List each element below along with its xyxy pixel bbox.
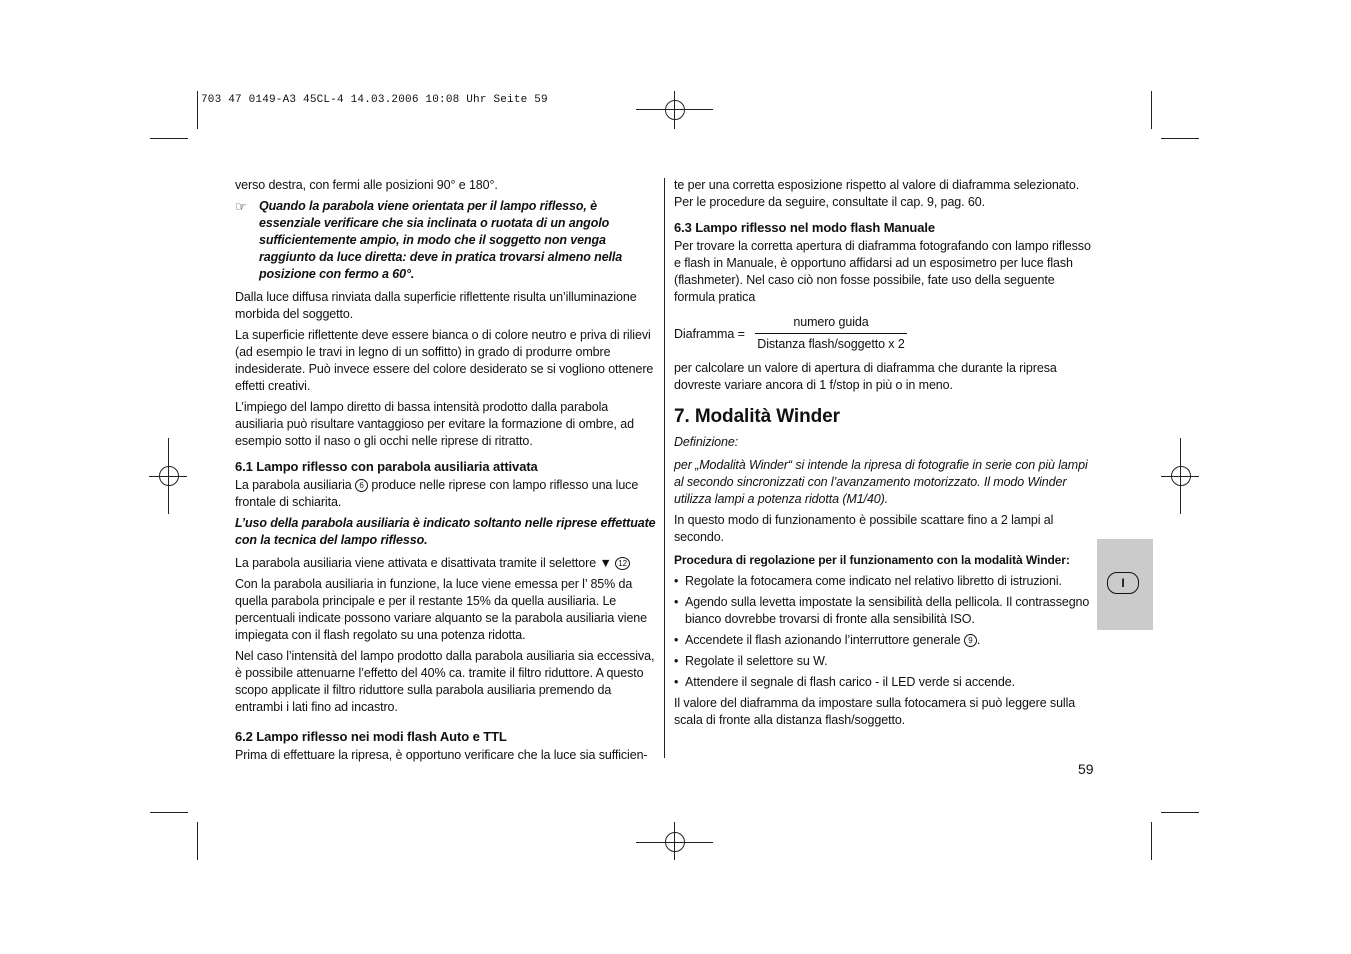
procedure-title: Procedura di regolazione per il funzionamento con la modalità Winder: (674, 553, 1070, 567)
crop-mark (1151, 91, 1152, 129)
right-column (674, 177, 1097, 733)
crop-mark (1151, 822, 1152, 860)
paragraph: Il valore del diaframma da impostare sulla fotocamera si può leggere sulla scala di fronte alla distanza flash/soggetto. (674, 696, 1076, 727)
definition-text: per „Modalità Winder“ si intende la ripresa di fotografie in serie con più lampi al secondo sincronizzati con l’avanzamento motorizzato. Il modo Winder utilizza lampi a potenza ridotta (M1/40). (674, 458, 1088, 506)
pointing-hand-icon: ☞ (235, 199, 247, 214)
crop-mark (150, 138, 188, 139)
paragraph: Nel caso l’intensità del lampo prodotto dalla parabola ausiliaria sia eccessiva, è possibile attenuarne l’effetto del 40% ca. tramite il filtro riduttore. A questo scopo applicate il filtro riduttore sulla parabola ausiliaria premendo da entrambi i lati fino ad incastro. (235, 649, 655, 714)
formula-denominator: Distanza flash/soggetto x 2 (757, 337, 905, 351)
column-divider (664, 178, 665, 758)
crop-mark (150, 812, 188, 813)
note-block (235, 198, 656, 283)
page-number: 59 (1078, 761, 1094, 777)
list-item: • Attendere il segnale di flash carico - il LED verde si accende. (674, 674, 1097, 691)
list-item: • Accendete il flash azionando l’interruttore generale 9 . (674, 632, 1097, 649)
aperture-formula (674, 314, 1097, 354)
paragraph: La superficie riflettente deve essere bianca o di colore neutro e priva di rilievi (ad esempio le travi in legno di un soffitto) in grado di produrre ombre indesiderate. Può invece essere del colore desiderato se si vogliono ottenere effetti creativi. (235, 328, 654, 393)
crop-mark (1161, 812, 1199, 813)
formula-label: Diaframma = (674, 327, 745, 341)
definition-label: Definizione: (674, 435, 739, 449)
left-column (235, 177, 656, 768)
reference-number: 6 (355, 479, 368, 492)
note-text: L’uso della parabola ausiliaria è indicato soltanto nelle riprese effettuate con la tecnica del lampo riflesso. (235, 516, 656, 547)
list-item: • Regolate la fotocamera come indicato nel relativo libretto di istruzioni. (674, 573, 1097, 590)
fraction-bar (755, 333, 907, 334)
list-item: • Regolate il selettore su W. (674, 653, 1097, 670)
section-heading-6-2: 6.2 Lampo riflesso nei modi flash Auto e TTL (235, 729, 507, 744)
subflash-selector-icon: ▼ (599, 556, 612, 570)
crop-mark (197, 91, 198, 129)
list-item: • Agendo sulla levetta impostate la sensibilità della pellicola. Il contrassegno bianco dovrebbe trovarsi di fronte alla sensibilità ISO. (674, 594, 1097, 628)
paragraph: La parabola ausiliaria viene attivata e disattivata tramite il selettore ▼ 12 (235, 555, 656, 572)
note-text: Quando la parabola viene orientata per il lampo riflesso, è essenziale verificare che sia inclinata o ruotata di un angolo sufficientemente ampio, in modo che il soggetto non venga raggiunto da luce diretta: deve in pratica trovarsi almeno nella posizione con fermo a 60°. (259, 199, 623, 281)
section-heading-7: 7. Modalità Winder (674, 406, 840, 427)
language-tab (1097, 539, 1153, 630)
paragraph: Per trovare la corretta apertura di diaframma fotografando con lampo riflesso e flash in Manuale, è opportuno affidarsi ad un esposimetro per luce flash (flashmeter). Nel caso ciò non fosse possibile, fate uso della seguente formula pratica (674, 239, 1091, 304)
print-slug: 703 47 0149-A3 45CL-4 14.03.2006 10:08 Uhr Seite 59 (201, 94, 548, 106)
paragraph: L’impiego del lampo diretto di bassa intensità prodotto dalla parabola ausiliaria può risultare vantaggioso per evitare la formazione di ombre, ad esempio sotto il naso o gli occhi nelle riprese di ritratto. (235, 400, 634, 448)
formula-numerator: numero guida (793, 315, 869, 329)
procedure-list (674, 573, 1097, 691)
reference-number: 9 (964, 634, 977, 647)
paragraph: Prima di effettuare la ripresa, è opportuno verificare che la luce sia sufficien- (235, 748, 648, 762)
paragraph: Dalla luce diffusa rinviata dalla superficie riflettente risulta un’illuminazione morbida del soggetto. (235, 290, 637, 321)
paragraph: per calcolare un valore di apertura di diaframma che durante la ripresa dovreste variare ancora di 1 f/stop in più o in meno. (674, 361, 1057, 392)
paragraph: Con la parabola ausiliaria in funzione, la luce viene emessa per l’ 85% da quella parabola principale e per il restante 15% da quella ausiliaria. Le percentuali indicate possono variare alquanto se la parabola ausiliaria viene impiegata con il flash regolato su una potenza ridotta. (235, 577, 648, 642)
paragraph: te per una corretta esposizione rispetto al valore di diaframma selezionato. Per le procedure da seguire, consultate il cap. 9, pag. 60. (674, 178, 1080, 209)
reference-number: 12 (615, 557, 630, 570)
crop-mark (1161, 138, 1199, 139)
paragraph: La parabola ausiliaria 6 produce nelle riprese con lampo riflesso una luce frontale di schiarita. (235, 478, 639, 509)
paragraph: In questo modo di funzionamento è possibile scattare fino a 2 lampi al secondo. (674, 513, 1054, 544)
section-heading-6-3: 6.3 Lampo riflesso nel modo flash Manuale (674, 220, 936, 235)
crop-mark (197, 822, 198, 860)
language-badge: I (1107, 572, 1139, 594)
section-heading-6-1: 6.1 Lampo riflesso con parabola ausiliaria attivata (235, 459, 538, 474)
paragraph: verso destra, con fermi alle posizioni 90° e 180°. (235, 178, 498, 192)
